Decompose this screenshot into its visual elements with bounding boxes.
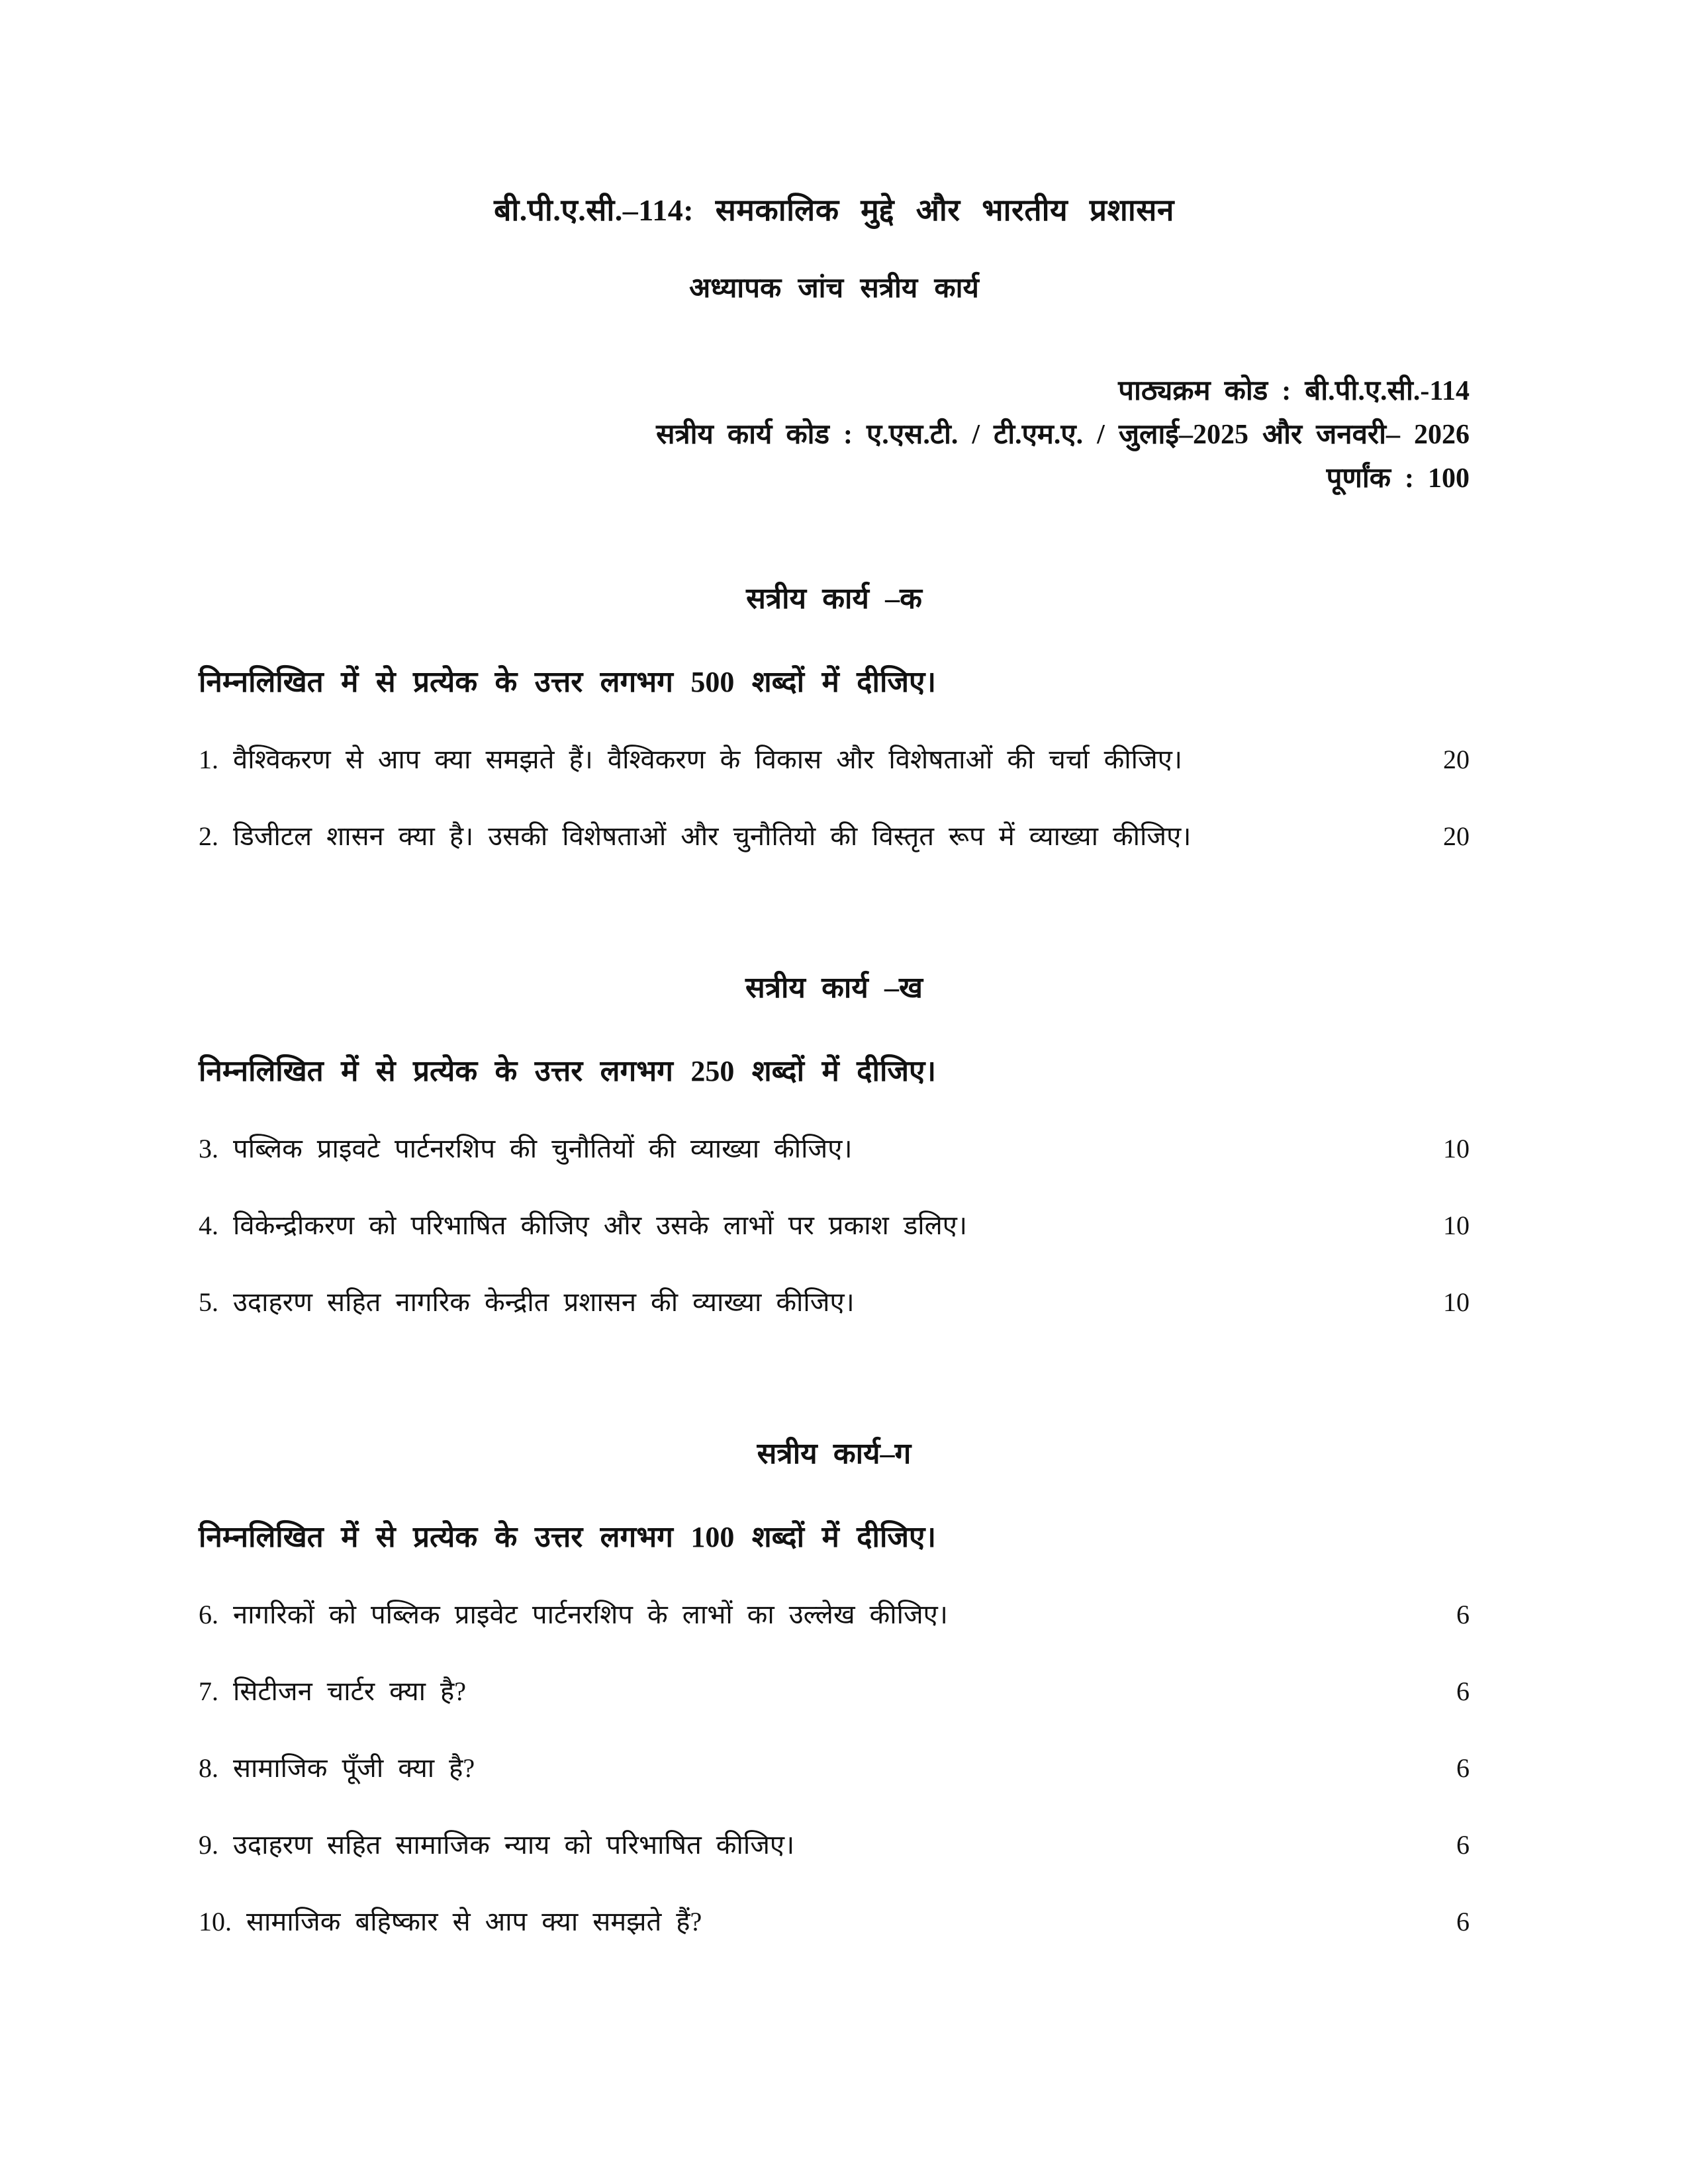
question-marks: 20 <box>1443 745 1470 774</box>
question-number: 9. <box>199 1830 218 1860</box>
question-text: विकेन्द्रीकरण को परिभाषित कीजिए और उसके लाभों पर प्रकाश डलिए। <box>233 1210 967 1240</box>
question-text: पब्लिक प्राइवटे पार्टनरशिप की चुनौतियों की व्याख्या कीजिए। <box>233 1134 853 1163</box>
section-b <box>199 966 1470 1320</box>
question-text: नागरिकों को पब्लिक प्राइवेट पार्टनरशिप के लाभों का उल्लेख कीजिए। <box>233 1600 948 1629</box>
question-row <box>199 1208 1470 1243</box>
question-number: 3. <box>199 1134 218 1163</box>
section-a-instruction: निम्नलिखित में से प्रत्येक के उत्तर लगभग 500 शब्दों में दीजिए। <box>199 666 936 698</box>
question-text: उदाहरण सहित सामाजिक न्याय को परिभाषित कीजिए। <box>233 1830 795 1860</box>
question-row <box>199 1828 1470 1862</box>
section-a <box>199 577 1470 854</box>
question-row <box>199 743 1470 777</box>
question-marks: 6 <box>1456 1830 1470 1860</box>
meta-block <box>199 369 1470 500</box>
assignment-code-line: सत्रीय कार्य कोड : ए.एस.टी. / टी.एम.ए. / जुलाई–2025 और जनवरी– 2026 <box>656 420 1470 450</box>
question-marks: 6 <box>1456 1753 1470 1783</box>
section-c <box>199 1432 1470 1939</box>
document-subtitle: अध्यापक जांच सत्रीय कार्य <box>689 273 979 304</box>
question-marks: 10 <box>1443 1210 1470 1240</box>
question-number: 2. <box>199 821 218 851</box>
max-marks-line: पूर्णांक : 100 <box>1326 463 1470 494</box>
question-marks: 6 <box>1456 1676 1470 1706</box>
question-text: डिजीटल शासन क्या है। उसकी विशेषताओं और चुनौतियो की विस्तृत रूप में व्याख्या कीजिए। <box>233 821 1192 851</box>
section-a-heading: सत्रीय कार्य –क <box>746 582 922 615</box>
question-number: 7. <box>199 1676 218 1706</box>
section-b-instruction: निम्नलिखित में से प्रत्येक के उत्तर लगभग 250 शब्दों में दीजिए। <box>199 1055 936 1087</box>
section-c-instruction: निम्नलिखित में से प्रत्येक के उत्तर लगभग 100 शब्दों में दीजिए। <box>199 1521 936 1553</box>
course-code-line: पाठ्यक्रम कोड : बी.पी.ए.सी.-114 <box>1118 376 1470 406</box>
question-number: 1. <box>199 745 218 774</box>
question-number: 6. <box>199 1600 218 1629</box>
question-text: सामाजिक पूँजी क्या है? <box>233 1753 475 1783</box>
question-row <box>199 1751 1470 1786</box>
question-row <box>199 1674 1470 1709</box>
question-marks: 6 <box>1456 1907 1470 1936</box>
question-marks: 6 <box>1456 1600 1470 1629</box>
question-row <box>199 1285 1470 1320</box>
question-text: सिटीजन चार्टर क्या है? <box>233 1676 467 1706</box>
section-b-heading: सत्रीय कार्य –ख <box>745 972 923 1004</box>
document-title: बी.पी.ए.सी.–114: समकालिक मुद्दे और भारतीय प्रशासन <box>494 193 1174 227</box>
question-number: 8. <box>199 1753 218 1783</box>
question-text: उदाहरण सहित नागरिक केन्द्रीत प्रशासन की व्याख्या कीजिए। <box>233 1287 855 1317</box>
question-text: वैश्विकरण से आप क्या समझते हैं। वैश्विकरण के विकास और विशेषताओं की चर्चा कीजिए। <box>233 745 1182 774</box>
question-marks: 10 <box>1443 1287 1470 1317</box>
question-row <box>199 819 1470 854</box>
question-row <box>199 1905 1470 1939</box>
question-marks: 10 <box>1443 1134 1470 1163</box>
question-row <box>199 1132 1470 1166</box>
question-text: सामाजिक बहिष्कार से आप क्या समझते हैं? <box>246 1907 702 1936</box>
question-row <box>199 1598 1470 1632</box>
question-number: 4. <box>199 1210 218 1240</box>
question-number: 10. <box>199 1907 232 1936</box>
question-marks: 20 <box>1443 821 1470 851</box>
question-number: 5. <box>199 1287 218 1317</box>
section-c-heading: सत्रीय कार्य–ग <box>757 1437 912 1470</box>
